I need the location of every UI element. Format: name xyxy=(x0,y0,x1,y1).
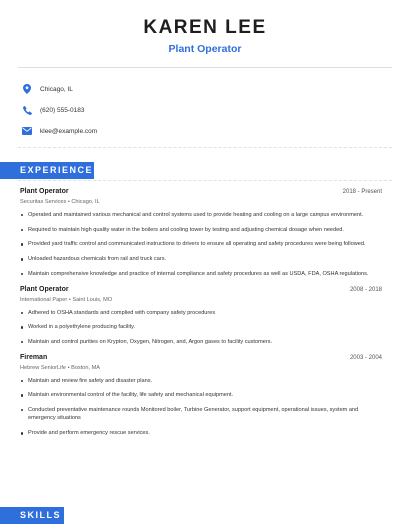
job-bullets xyxy=(20,309,382,347)
job-dates: 2018 - Present xyxy=(342,189,382,195)
job-bullet: Operated and maintained various mechanical and control systems used to provide heating and cooling on a large campus environment. xyxy=(20,211,382,219)
job-bullet: Provided yard traffic control and communicated instructions to drivers to ensure all operating and safety procedures were being followed. xyxy=(20,240,382,248)
contact-phone xyxy=(20,101,390,119)
contact-email xyxy=(20,122,390,140)
candidate-name: KAREN LEE xyxy=(143,17,267,38)
job-employer: Securitas Services • Chicago, IL xyxy=(20,199,100,205)
header-divider xyxy=(18,67,392,68)
phone-icon xyxy=(20,103,34,117)
job-bullets xyxy=(20,211,382,278)
job-title: Plant Operator xyxy=(20,285,69,293)
candidate-title: Plant Operator xyxy=(168,43,242,55)
experience-list xyxy=(20,187,382,444)
job-bullet: Conducted preventative maintenance rounds Monitored boiler, Turbine Generator, support equipment, operational issues, system and emergency situations xyxy=(20,406,382,423)
contact-divider xyxy=(18,147,392,148)
job-bullet: Unloaded hazardous chemicals from rail and truck cars. xyxy=(20,255,382,263)
resume-header xyxy=(0,16,410,56)
location-text: Chicago, IL xyxy=(40,85,73,93)
job-bullet: Adhered to OSHA standards and complied with company safety procedures xyxy=(20,309,382,317)
job-entry xyxy=(20,285,382,347)
job-bullet: Provide and perform emergency rescue services. xyxy=(20,429,382,437)
job-dates: 2003 - 2004 xyxy=(349,354,382,361)
job-bullet: Maintain and control purities on Krypton, Oxygen, Nitrogen, and, Argon gases to facility customers. xyxy=(20,338,382,346)
job-entry xyxy=(20,187,382,278)
job-entry xyxy=(20,353,382,438)
job-bullet: Worked in a polyethylene producing facility. xyxy=(20,323,382,331)
phone-text: (620) 555-0183 xyxy=(40,106,85,114)
job-bullet: Maintain environmental control of the facility, life safety and mechanical equipment. xyxy=(20,391,382,399)
email-text[interactable]: klee@example.com xyxy=(40,127,98,135)
job-dates: 2008 - 2018 xyxy=(349,286,382,293)
contact-location xyxy=(20,80,390,98)
job-bullet: Maintain and review fire safety and disaster plans. xyxy=(20,377,382,385)
job-employer: Hebrew SeniorLife • Boston, MA xyxy=(20,364,100,371)
job-title: Fireman xyxy=(20,353,48,361)
job-bullets xyxy=(20,377,382,438)
contact-block xyxy=(20,80,390,140)
experience-divider xyxy=(18,180,392,181)
job-title: Plant Operator xyxy=(20,188,69,195)
skills-heading: SKILLS xyxy=(0,507,64,524)
experience-heading: EXPERIENCE xyxy=(0,162,94,179)
job-employer: International Paper • Saint Louis, MO xyxy=(20,296,113,303)
job-bullet: Maintain comprehensive knowledge and practice of internal compliance and safety procedures as well as USDA, FDA, OSHA regulations. xyxy=(20,270,382,278)
map-pin-icon xyxy=(20,82,34,96)
envelope-icon xyxy=(20,124,34,138)
job-bullet: Required to maintain high quality water in the boilers and cooling tower by testing and adjusting chemical dosage when needed. xyxy=(20,226,382,234)
